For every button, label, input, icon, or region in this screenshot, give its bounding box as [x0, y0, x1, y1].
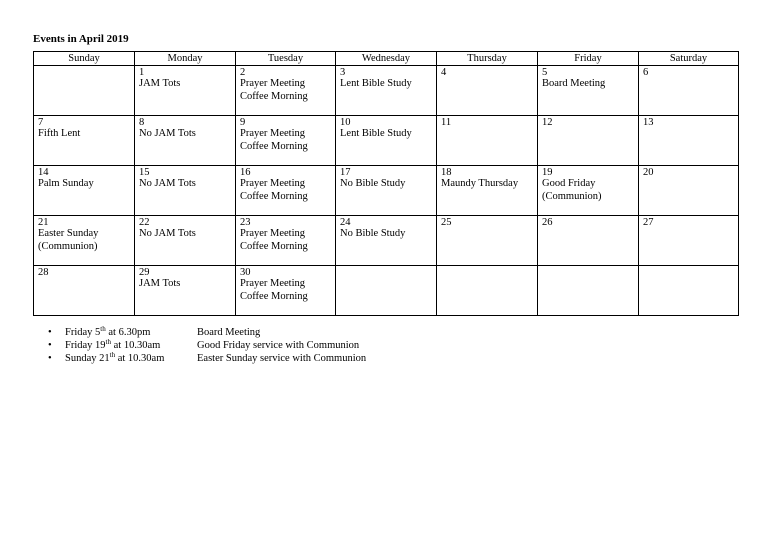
calendar-day-cell: [639, 66, 739, 116]
day-event: Palm Sunday: [38, 178, 94, 189]
day-number: 14: [38, 167, 49, 178]
calendar-body: [34, 66, 739, 316]
calendar-day-cell: [34, 166, 135, 216]
calendar-day-cell: [135, 266, 236, 316]
calendar-day-cell: [538, 116, 639, 166]
calendar-day-cell: [538, 266, 639, 316]
day-header-friday: Friday: [538, 52, 639, 66]
day-number: 13: [643, 117, 654, 128]
calendar-day-cell: [336, 166, 437, 216]
day-number: 4: [441, 67, 447, 78]
day-number: 18: [441, 167, 452, 178]
note-time: at 6.30pm: [105, 327, 151, 338]
day-event: Lent Bible Study: [340, 78, 412, 89]
day-header-thursday: Thursday: [437, 52, 538, 66]
calendar-day-cell: [437, 166, 538, 216]
day-event: Prayer Meeting: [240, 178, 306, 189]
day-number: 9: [240, 117, 246, 128]
calendar-day-cell: [336, 266, 437, 316]
calendar-day-cell: [34, 266, 135, 316]
bullet-icon: •: [48, 353, 52, 364]
day-number: 11: [441, 117, 452, 128]
day-number: 28: [38, 267, 49, 278]
note-day: Friday 5: [65, 327, 101, 338]
day-number: 12: [542, 117, 553, 128]
day-event: No Bible Study: [340, 178, 406, 189]
calendar-day-cell: [538, 216, 639, 266]
day-event: No JAM Tots: [139, 178, 196, 189]
day-header-monday: Monday: [135, 52, 236, 66]
day-number: 7: [38, 117, 44, 128]
day-event: Prayer Meeting: [240, 128, 306, 139]
calendar-day-cell: [639, 216, 739, 266]
calendar-day-cell: [236, 116, 336, 166]
calendar-day-cell: [135, 116, 236, 166]
calendar-day-cell: [34, 216, 135, 266]
note-ordinal: th: [109, 351, 116, 359]
day-number: 8: [139, 117, 145, 128]
calendar-day-cell: [336, 216, 437, 266]
day-number: 24: [340, 217, 351, 228]
day-number: 17: [340, 167, 351, 178]
calendar-day-cell: [135, 216, 236, 266]
calendar-day-cell: [135, 166, 236, 216]
day-event: Fifth Lent: [38, 128, 81, 139]
note-when: [65, 352, 164, 365]
calendar-day-cell: [437, 66, 538, 116]
day-event: Maundy Thursday: [441, 178, 519, 189]
day-event: Board Meeting: [542, 78, 606, 89]
calendar-day-cell: [34, 66, 135, 116]
note-ordinal: th: [105, 338, 111, 346]
day-header-tuesday: Tuesday: [236, 52, 336, 66]
day-event: Prayer Meeting: [240, 228, 306, 239]
day-number: 23: [240, 217, 251, 228]
day-event: JAM Tots: [139, 78, 181, 89]
day-number: 29: [139, 267, 150, 278]
calendar-day-cell: [639, 166, 739, 216]
day-header-wednesday: Wednesday: [336, 52, 437, 66]
day-event: Coffee Morning: [240, 190, 308, 202]
day-event: Prayer Meeting: [240, 78, 306, 89]
day-event: (Communion): [38, 240, 98, 252]
note-time: at 10.30am: [111, 340, 161, 351]
day-event: JAM Tots: [139, 278, 181, 289]
calendar-day-cell: [639, 116, 739, 166]
calendar-table: [33, 51, 739, 316]
note-event: Board Meeting: [197, 327, 261, 338]
calendar-header-row: [34, 52, 739, 66]
calendar-week-row: [34, 266, 739, 316]
calendar-day-cell: [34, 116, 135, 166]
day-event: Lent Bible Study: [340, 128, 412, 139]
day-number: 3: [340, 67, 346, 78]
page-title: Events in April 2019: [33, 33, 129, 45]
calendar-week-row: [34, 116, 739, 166]
calendar-day-cell: [437, 266, 538, 316]
day-number: 10: [340, 117, 351, 128]
day-number: 6: [643, 67, 649, 78]
day-event: Prayer Meeting: [240, 278, 306, 289]
calendar-day-cell: [236, 166, 336, 216]
day-event: Good Friday: [542, 178, 596, 189]
calendar-week-row: [34, 216, 739, 266]
day-number: 21: [38, 217, 49, 228]
note-time: at 10.30am: [115, 353, 165, 364]
day-event: Coffee Morning: [240, 290, 308, 302]
day-number: 16: [240, 167, 251, 178]
day-number: 22: [139, 217, 150, 228]
day-number: 20: [643, 167, 654, 178]
day-number: 19: [542, 167, 553, 178]
day-event: Coffee Morning: [240, 90, 308, 102]
note-day: Sunday 21: [65, 353, 110, 364]
bullet-icon: •: [48, 340, 52, 351]
calendar-day-cell: [236, 266, 336, 316]
day-event: No JAM Tots: [139, 128, 196, 139]
day-number: 30: [240, 267, 251, 278]
calendar-day-cell: [437, 216, 538, 266]
day-event: (Communion): [542, 190, 602, 202]
calendar-day-cell: [336, 66, 437, 116]
day-event: No JAM Tots: [139, 228, 196, 239]
calendar-day-cell: [538, 166, 639, 216]
day-number: 1: [139, 67, 145, 78]
calendar-day-cell: [538, 66, 639, 116]
note-event: Easter Sunday service with Communion: [197, 353, 367, 364]
day-number: 5: [542, 67, 548, 78]
day-number: 15: [139, 167, 150, 178]
calendar-week-row: [34, 66, 739, 116]
day-number: 26: [542, 217, 553, 228]
calendar-day-cell: [437, 116, 538, 166]
calendar-day-cell: [236, 66, 336, 116]
calendar-day-cell: [639, 266, 739, 316]
day-number: 27: [643, 217, 654, 228]
note-event: Good Friday service with Communion: [197, 340, 360, 351]
day-number: 25: [441, 217, 452, 228]
day-event: Coffee Morning: [240, 240, 308, 252]
day-header-sunday: Sunday: [34, 52, 135, 66]
bullet-icon: •: [48, 327, 52, 338]
note-day: Friday 19: [65, 340, 106, 351]
calendar-day-cell: [336, 116, 437, 166]
calendar-week-row: [34, 166, 739, 216]
day-event: No Bible Study: [340, 228, 406, 239]
day-header-saturday: Saturday: [639, 52, 739, 66]
day-event: Coffee Morning: [240, 140, 308, 152]
calendar-day-cell: [236, 216, 336, 266]
calendar-day-cell: [135, 66, 236, 116]
day-event: Easter Sunday: [38, 228, 99, 239]
day-number: 2: [240, 67, 246, 78]
note-ordinal: th: [100, 325, 106, 333]
